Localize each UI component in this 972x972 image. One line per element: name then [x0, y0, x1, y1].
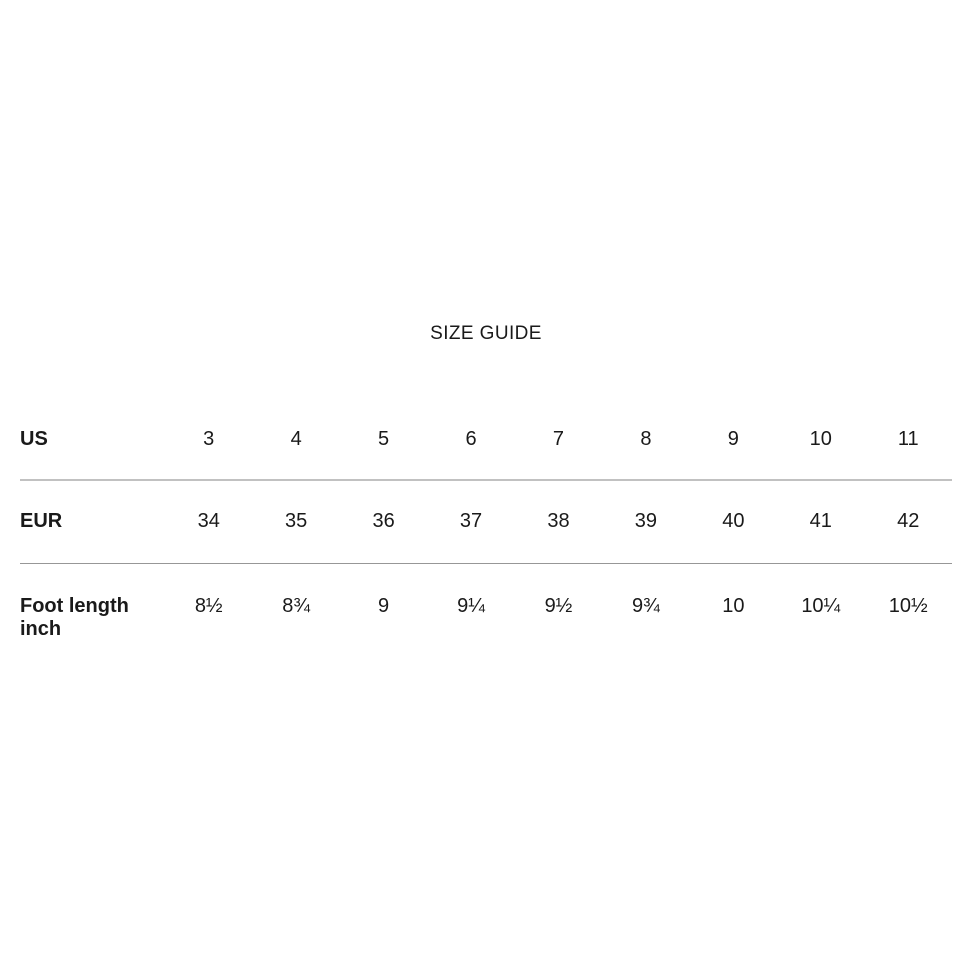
size-cell-eur: 35	[285, 510, 308, 533]
table-row-foot-length	[20, 563, 952, 673]
size-cell-foot-length: 8½	[194, 594, 223, 617]
size-cell-eur: 37	[459, 510, 483, 533]
size-cell-foot-length: 8¾	[282, 594, 311, 617]
table-row-eur	[20, 480, 952, 563]
size-cell-us: 10	[809, 427, 832, 450]
size-cell-foot-length: 9	[378, 594, 390, 617]
size-cell-eur: 38	[547, 510, 570, 533]
size-cell-eur: 40	[722, 510, 745, 533]
size-cell-us: 8	[640, 427, 652, 450]
size-cell-us: 5	[378, 427, 390, 450]
size-cell-foot-length: 9¾	[632, 594, 660, 617]
size-guide-table	[20, 399, 952, 673]
size-cell-us: 11	[897, 427, 919, 450]
size-cell-eur: 36	[372, 510, 395, 533]
size-cell-us: 3	[203, 427, 215, 450]
row-label-foot-length: Foot length inch	[20, 594, 129, 640]
size-cell-eur: 39	[634, 510, 658, 533]
size-cell-us: 6	[465, 427, 477, 450]
size-cell-foot-length: 10¼	[801, 594, 841, 617]
table-row-us	[20, 399, 952, 480]
row-label-us: US	[20, 427, 48, 450]
row-label-eur: EUR	[20, 510, 63, 533]
size-cell-foot-length: 10	[722, 594, 745, 617]
size-cell-us: 4	[290, 427, 302, 450]
size-cell-eur: 41	[809, 510, 832, 533]
size-cell-eur: 34	[197, 510, 220, 533]
size-cell-foot-length: 10½	[888, 594, 928, 617]
size-cell-us: 9	[727, 427, 739, 450]
size-cell-us: 7	[552, 427, 565, 450]
size-cell-foot-length: 9½	[544, 594, 573, 617]
size-cell-eur: 42	[897, 510, 920, 533]
size-guide-title: SIZE GUIDE	[430, 323, 542, 344]
size-cell-foot-length: 9¼	[457, 594, 485, 617]
